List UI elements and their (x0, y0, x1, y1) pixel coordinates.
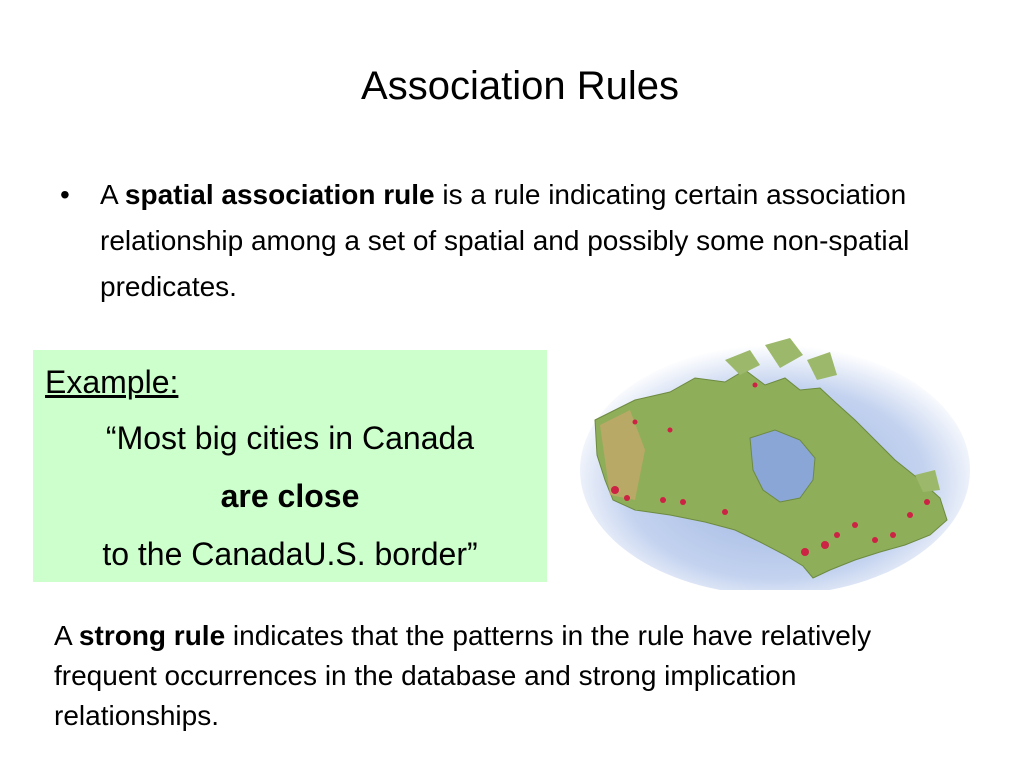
example-line-3: to the CanadaU.S. border” (102, 536, 478, 572)
city-marker (753, 383, 758, 388)
city-marker (821, 541, 829, 549)
city-marker (611, 486, 619, 494)
strong-rule-paragraph (54, 616, 954, 736)
city-marker (668, 428, 673, 433)
city-marker (907, 512, 913, 518)
strong-rule-term: strong rule (78, 620, 226, 651)
city-marker (680, 499, 686, 505)
city-marker (801, 548, 809, 556)
city-marker (660, 497, 666, 503)
strong-rule-rest: indicates that the patterns in the rule have relatively frequent occurrences in the database and strong implication relationships. (54, 620, 872, 731)
city-marker (633, 420, 638, 425)
city-marker (852, 522, 858, 528)
example-line-2: are close (220, 478, 360, 514)
city-marker (722, 509, 728, 515)
slide-title: Association Rules (361, 64, 679, 108)
strong-rule-prefix: A (54, 620, 79, 651)
city-marker (872, 537, 878, 543)
bullet-rest: is a rule indicating certain association relationship among a set of spatial and possibly some non-spatial predicates. (100, 179, 910, 302)
city-marker (624, 495, 630, 501)
example-label: Example: (45, 364, 179, 400)
bullet-term: spatial association rule (124, 179, 435, 210)
canada-map-image (575, 330, 970, 590)
example-line-1: “Most big cities in Canada (105, 420, 475, 456)
bullet-prefix: A (100, 179, 125, 210)
bullet-dot-icon: • (60, 179, 70, 210)
city-marker (924, 499, 930, 505)
bullet-text (100, 172, 920, 310)
city-marker (834, 532, 840, 538)
city-marker (890, 532, 896, 538)
